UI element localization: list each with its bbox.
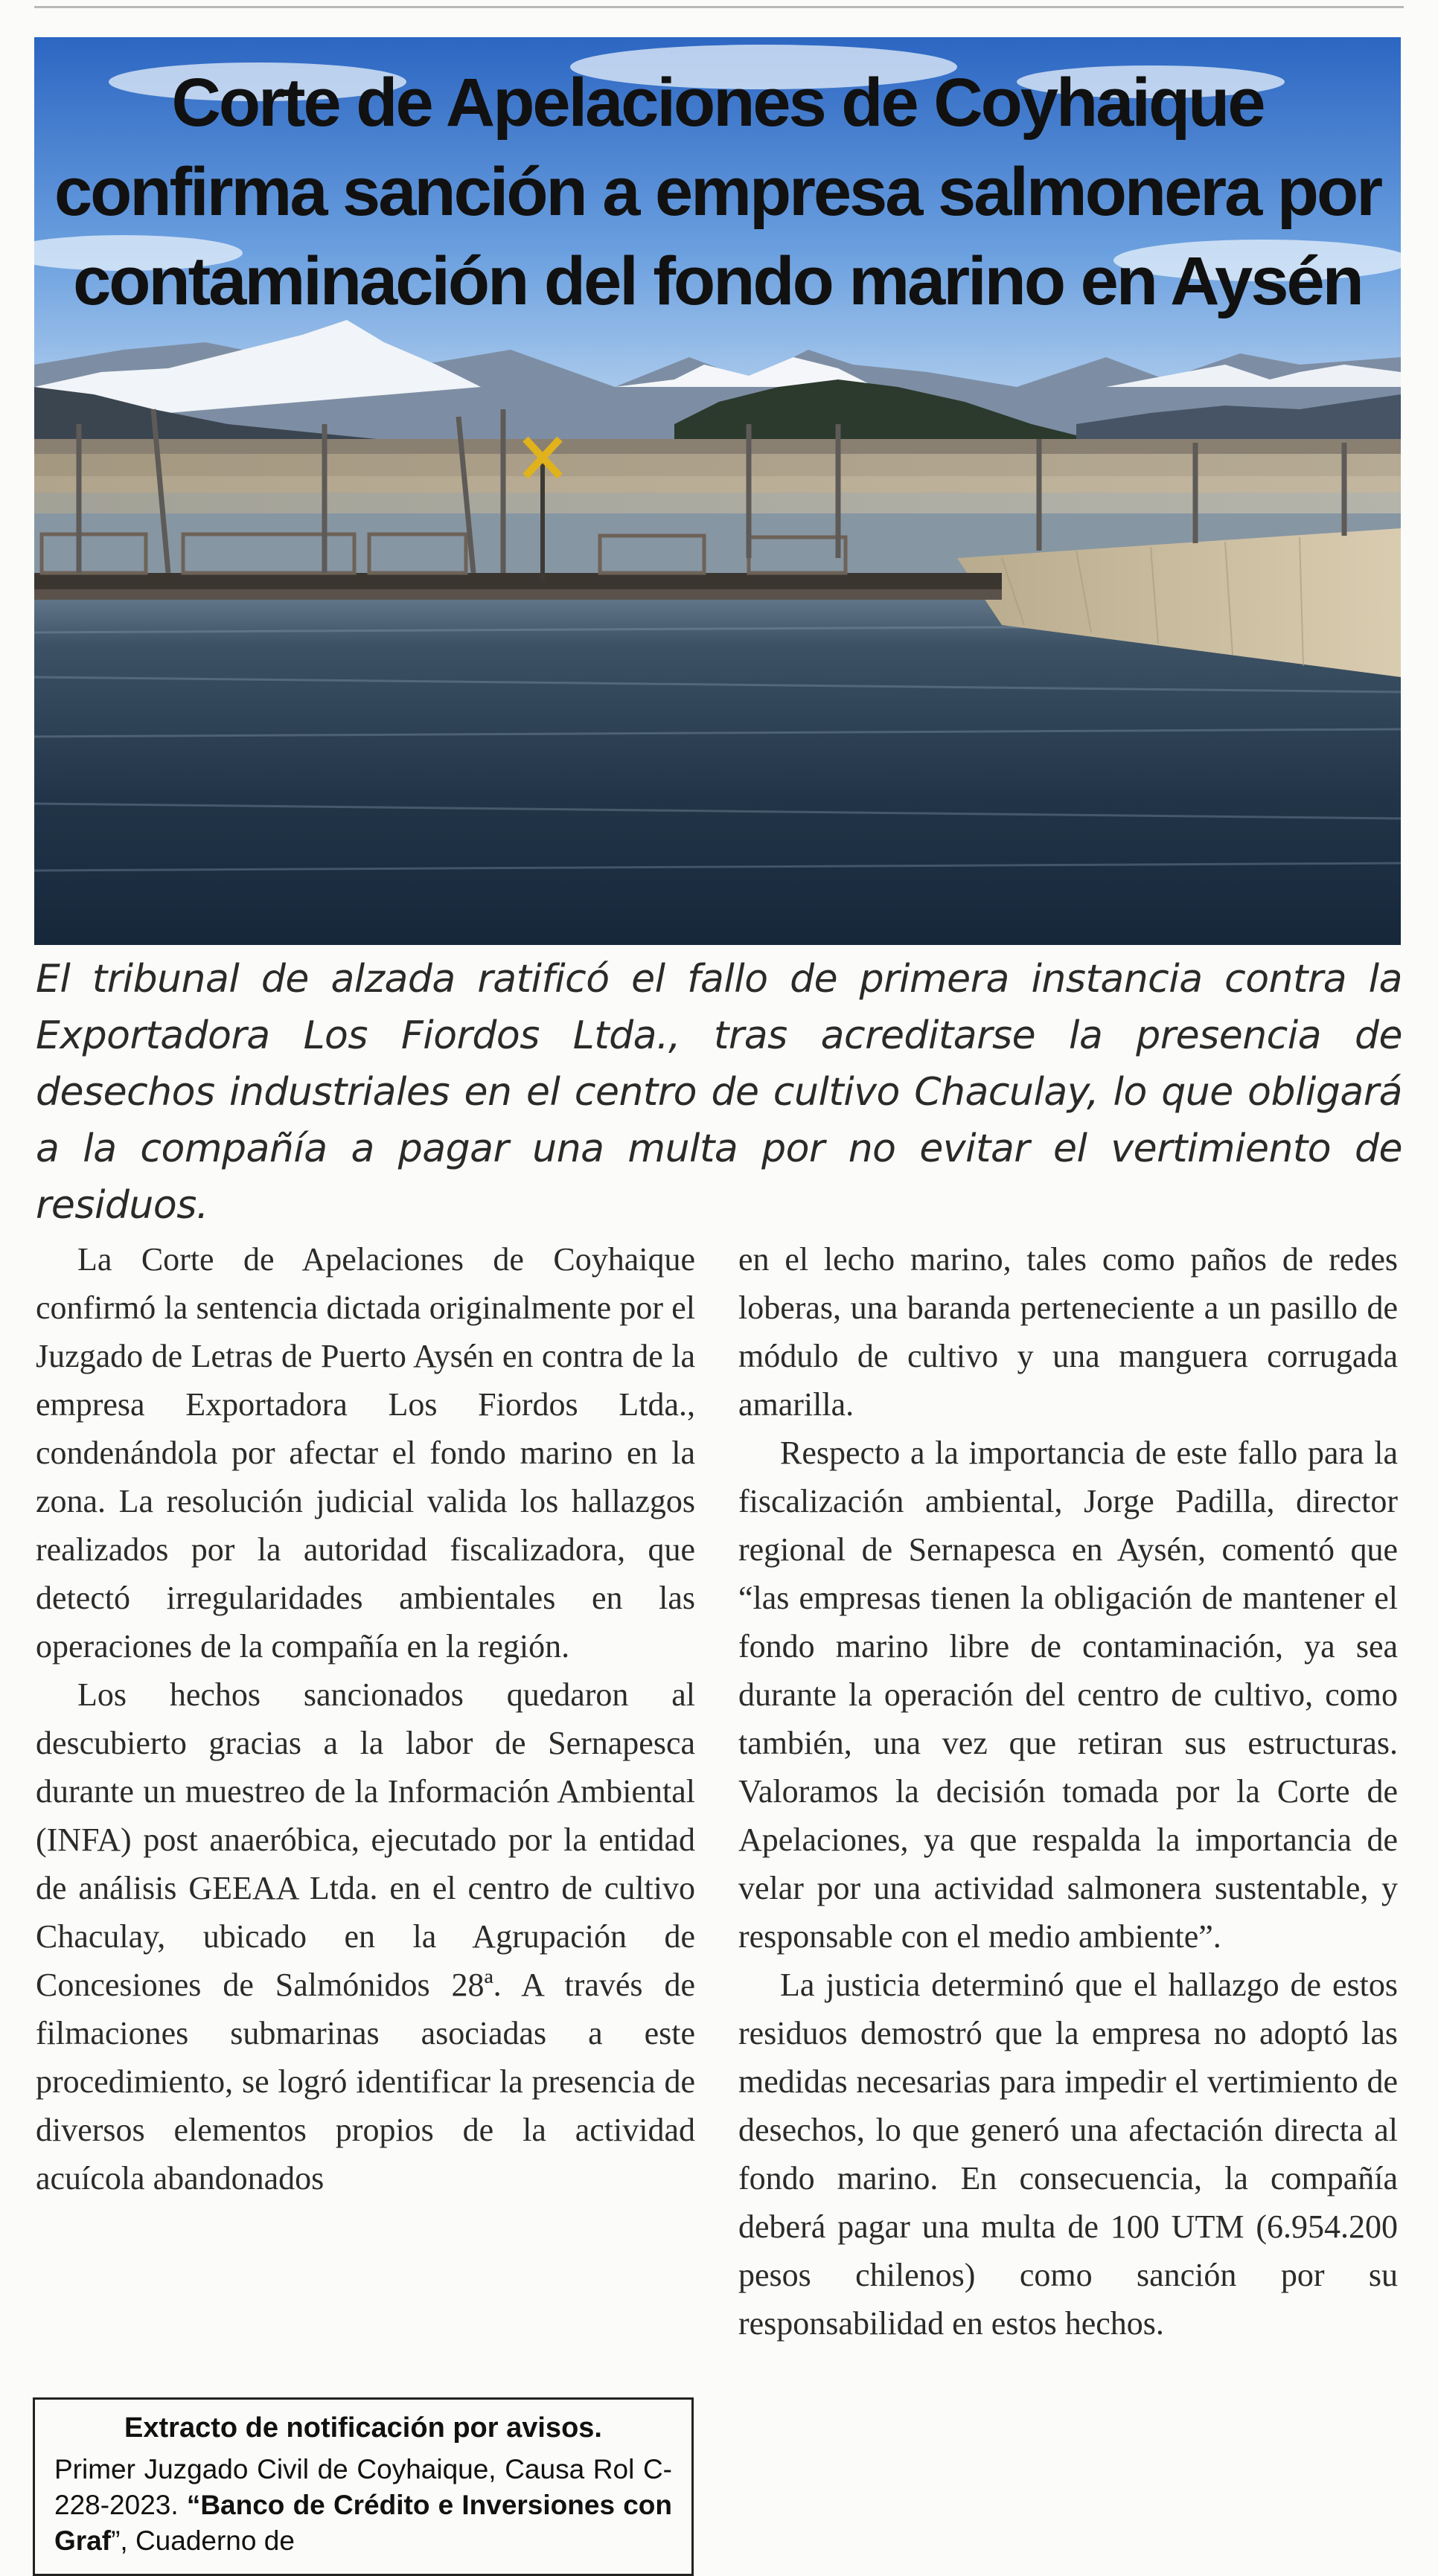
notice-case-name: “Banco de Crédito e Inversiones con Graf xyxy=(54,2490,672,2556)
article-column-left xyxy=(36,1235,695,2202)
article-paragraph: La Corte de Apelaciones de Coyhaique confirmó la sentencia dictada originalmente por el Juzgado de Letras de Puerto Aysén en contra de la empresa Exportadora Los Fiordos Ltda., condenándola por afectar el fondo marino en la zona. La resolución judicial valida los hallazgos realizados por la autoridad fiscalizadora, que detectó irregularidades ambientales en las operaciones de la compañía en la región. xyxy=(36,1241,695,1665)
article-paragraph: Los hechos sancionados quedaron al descubierto gracias a la labor de Sernapesca durante un muestreo de la Información Ambiental (INFA) post anaeróbica, ejecutado por la entidad de análisis GEEAA Ltda. en el centro de cultivo Chaculay, ubicado en la Agrupación de Concesiones de Salmónidos 28ª. A través de filmaciones submarinas asociadas a este procedimiento, se logró identificar la presencia de diversos elementos propios de la actividad acuícola abandonados xyxy=(36,1676,695,2197)
article-subtitle: El tribunal de alzada ratificó el fallo de primera instancia contra la Exportadora Los Fiordos Ltda., tras acreditarse la presencia de desechos industriales en el centro de cultivo Chaculay, lo que obligará a la compañía a pagar una multa por no evitar el vertimiento de residuos. xyxy=(36,957,1402,1228)
top-rule xyxy=(34,6,1404,8)
headline xyxy=(34,58,1401,326)
hero-photo xyxy=(34,37,1401,945)
notice-body-suffix: ”, Cuaderno de xyxy=(111,2525,295,2556)
legal-notice-box xyxy=(33,2397,694,2576)
notice-body xyxy=(54,2452,672,2559)
headline-line: contaminación del fondo marino en Aysén xyxy=(73,243,1362,319)
notice-body-text: Primer Juzgado Civil de Coyhaique, Causa Rol C-228-2023. xyxy=(54,2454,672,2520)
article-paragraph-continuation: en el lecho marino, tales como paños de redes loberas, una baranda perteneciente a un pasillo de módulo de cultivo y una manguera corrugada amarilla. xyxy=(738,1241,1398,1423)
headline-line: confirma sanción a empresa salmonera por xyxy=(54,154,1381,230)
article-column-right xyxy=(738,1235,1398,2348)
headline-line: Corte de Apelaciones de Coyhaique xyxy=(171,65,1264,141)
article-paragraph: La justicia determinó que el hallazgo de estos residuos demostró que la empresa no adoptó las medidas necesarias para impedir el vertimiento de desechos, lo que generó una afectación directa al fondo marino. En consecuencia, la compañía deberá pagar una multa de 100 UTM (6.954.200 pesos chilenos) como sanción por su responsabilidad en estos hechos. xyxy=(738,1967,1398,2342)
article-paragraph: Respecto a la importancia de este fallo para la fiscalización ambiental, Jorge Padilla, director regional de Sernapesca en Aysén, comentó que “las empresas tienen la obligación de mantener el fondo marino libre de contaminación, ya sea durante la operación del centro de cultivo, como también, una vez que retiran sus estructuras. Valoramos la decisión tomada por la Corte de Apelaciones, ya que respalda la importancia de velar por una actividad salmonera sustentable, y responsable con el medio ambiente”. xyxy=(738,1435,1398,1955)
notice-title: Extracto de notificación por avisos. xyxy=(124,2412,602,2444)
